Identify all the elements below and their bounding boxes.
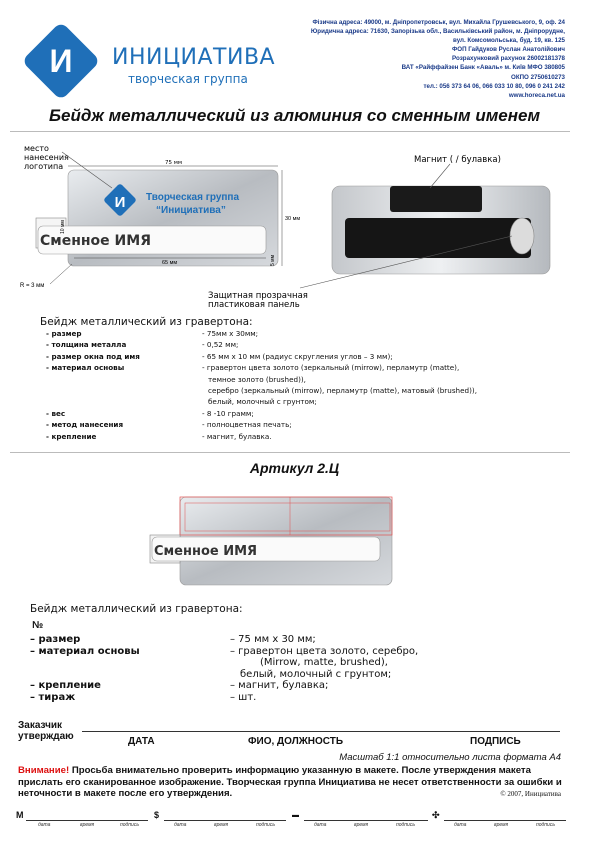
spec-row: [30, 646, 550, 681]
logo-place-label: место: [24, 144, 49, 153]
spec-row: [46, 408, 566, 419]
contact-line: вул. Комсомольська, буд. 19, кв. 125: [453, 37, 565, 45]
panel-label-1: Защитная прозрачная: [208, 291, 308, 301]
m-symbol: М: [16, 810, 24, 820]
approval-label: [18, 720, 74, 742]
divider: [10, 131, 570, 132]
spec-row: [46, 431, 566, 442]
spec-row: [46, 362, 566, 408]
contact-block: [275, 18, 565, 100]
approval-label-2: утверждаю: [18, 731, 74, 742]
spec-value: - гравертон цвета золото (зеркальный (mirrow), перламутр (matte),: [202, 363, 460, 373]
company-logo: [22, 22, 100, 100]
spec-key: - материал основы: [46, 363, 125, 373]
magnet-top: [390, 186, 482, 212]
spec2-title: Бейдж металлический из гравертона:: [30, 603, 243, 615]
spec-value: - 0,52 мм;: [202, 340, 239, 350]
spec-key: – крепление: [30, 680, 101, 692]
badge-logo-letter: И: [114, 194, 126, 211]
tracking-row: [14, 810, 574, 832]
spec-key: - метод нанесения: [46, 420, 124, 430]
spec-value: - 75мм х 30мм;: [202, 329, 259, 338]
dim-gap: 5 мм: [270, 254, 276, 266]
dim-window-h: 10 мм: [60, 220, 66, 234]
contact-line: Юридична адреса: 71630, Запорізька обл., Васильківський район, м. Дніпрорудне,: [310, 28, 565, 36]
contact-line: www.horeca.net.ua: [508, 91, 565, 99]
spec-value: – гравертон цвета золото, серебро,: [230, 645, 419, 657]
spec2-list: [30, 634, 550, 704]
svg-text:нанесения: нанесения: [24, 153, 69, 162]
spec-value: – магнит, булавка;: [230, 680, 329, 692]
spec-value: – 75 мм х 30 мм;: [230, 634, 316, 645]
scale-note: Масштаб 1:1 относительно листа формата А4: [339, 752, 561, 763]
spec-key: – тираж: [30, 691, 76, 703]
spec-value: серебро (зеркальный (mirrow), перламутр (matte), матовый (brushed)),: [208, 386, 477, 396]
dim-height: 30 мм: [285, 216, 301, 222]
spec-value: - полноцветная печать;: [202, 420, 292, 430]
print-symbol: ▬: [292, 812, 299, 819]
dim-window-w: 65 мм: [162, 260, 178, 266]
warning-lead: Внимание!: [18, 765, 70, 776]
contact-line: Розрахунковий рахунок 26002181378: [452, 55, 565, 63]
article-badge-image: [130, 495, 400, 591]
svg-text:логотипа: логотипа: [24, 162, 64, 171]
magnet-label: Магнит ( / булавка): [414, 155, 501, 165]
field-sign: подпись: [536, 822, 555, 828]
dim-radius: R = 3 мм: [20, 283, 45, 289]
contact-line: ОКПО 2750610273: [511, 73, 565, 81]
spec-value: (Mirrow, matte, brushed),: [260, 657, 388, 669]
field-date: дата: [38, 822, 51, 828]
spec-value: темное золото (brushed)),: [208, 374, 306, 384]
field-time: время: [80, 822, 95, 828]
spec-key: - размер окна под имя: [46, 351, 140, 361]
field-date: дата: [454, 822, 467, 828]
field-date: дата: [314, 822, 327, 828]
brand-name: ИНИЦИАТИВА: [112, 45, 276, 70]
badge-diagram: [0, 138, 589, 316]
article-name-text: Сменное ИМЯ: [154, 544, 258, 559]
spec-value: белый, молочный с грунтом;: [240, 668, 392, 680]
name-text: Сменное ИМЯ: [40, 233, 151, 249]
spec-value: белый, молочный с грунтом;: [208, 397, 317, 407]
warning-text: Просьба внимательно проверить информацию указанную в макете. После утверждения макета прислать его сканированное изображение. Творческая группа Инициатива не несет ответственности за ошибки и неточности в макете после его утверждения.: [18, 765, 562, 799]
spec-key: - толщина металла: [46, 340, 127, 350]
spec-value: – шт.: [230, 691, 257, 703]
article-number: Артикул 2.Ц: [249, 460, 340, 476]
signature-line: [82, 731, 560, 732]
spec-key: - вес: [46, 408, 66, 418]
panel-label-2: пластиковая панель: [208, 300, 300, 310]
spec-row: [46, 339, 566, 350]
logo-letter: И: [49, 43, 73, 79]
field-sign: подпись: [120, 822, 139, 828]
spec-row: [30, 634, 550, 646]
spec-value: - 8 -10 грамм;: [202, 408, 254, 418]
field-time: время: [494, 822, 509, 828]
field-sign: подпись: [256, 822, 275, 828]
magnet-clip: [510, 218, 534, 254]
warning-block: [18, 765, 566, 800]
field-date: дата: [174, 822, 187, 828]
spec-value: - 65 мм х 10 мм (радиус скругления углов – 3 мм);: [202, 351, 393, 361]
approval-label-1: Заказчик: [18, 720, 63, 731]
spec1-list: [46, 328, 566, 442]
contact-line: тел.: 056 373 64 06, 066 033 10 80, 096 0 241 242: [423, 82, 565, 90]
contact-line: ФОП Гайдуков Руслан Анатолійович: [451, 46, 565, 54]
spec1-title: Бейдж металлический из гравертона:: [40, 316, 253, 328]
contact-line: ВАТ «Райффайзен Банк «Аваль» м. Київ МФО 380805: [401, 64, 565, 72]
spec-key: – размер: [30, 634, 81, 645]
dollar-symbol: $: [154, 810, 160, 820]
spec-row: [30, 680, 550, 692]
spec-row: [46, 328, 566, 339]
spec-row: [46, 351, 566, 362]
field-sign: подпись: [396, 822, 415, 828]
spec-value: - магнит, булавка.: [202, 431, 272, 441]
field-time: время: [214, 822, 229, 828]
name-position-heading: ФИО, ДОЛЖНОСТЬ: [248, 736, 344, 747]
divider: [10, 452, 570, 453]
brand-subtitle: творческая группа: [128, 72, 248, 86]
cross-symbol: ✣: [432, 810, 440, 820]
signature-heading: ПОДПИСЬ: [470, 736, 521, 747]
badge-logo-line1: Творческая группа: [146, 192, 240, 203]
date-heading: ДАТА: [128, 736, 155, 747]
copyright: © 2007, Инициатива: [500, 790, 561, 798]
spec2-number: №: [32, 620, 44, 631]
spec-row: [30, 692, 550, 704]
spec-key: – материал основы: [30, 645, 140, 657]
badge-logo-line2: “Инициатива”: [156, 205, 226, 216]
dim-width: 75 мм: [165, 160, 183, 166]
field-time: время: [354, 822, 369, 828]
contact-line: Фізична адреса: 49000, м. Дніпропетровськ, вул. Михайла Грушевського, 9, оф. 24: [312, 19, 565, 26]
spec-key: - крепление: [46, 431, 97, 441]
page-title: Бейдж металлический из алюминия со сменным именем: [48, 106, 541, 125]
spec-row: [46, 419, 566, 430]
spec-key: - размер: [46, 329, 82, 338]
